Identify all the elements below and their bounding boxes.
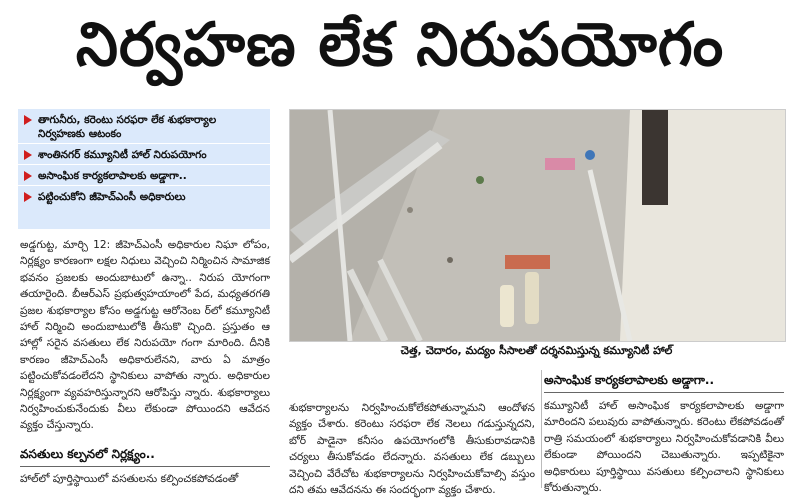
photo-caption: చెత్త, చెదారం, మద్యం సీసాలతో దర్శనమిస్తున్న కమ్యూనిటీ హాల్	[400, 344, 673, 357]
red-triangle-icon	[24, 150, 32, 160]
highlights-box	[18, 109, 270, 229]
community-hall-photo	[290, 110, 785, 341]
article-body-right: కమ్యూనిటీ హాల్ అసాంఘిక కార్యకలాపాలకు అడ్డాగా మారిందని పలువురు వాపోతున్నారు. కరెంటు లేకపోవడంతో రాత్రి సమయంలో శుభకార్యాలు నిర్వహించుకోవడానికి వీలు లేకుండా పోయిందని చెబుతున్నారు. ఇప్పటికైనా అధికారులు పూర్తిస్థాయి వసతులు కల్పించాలని స్థానికులు కోరుతున్నారు.	[544, 400, 784, 495]
highlight-text: తాగునీరు, కరెంటు సరఫరా లేక శుభకార్యాల నిర్వహణకు ఆటంకం	[38, 114, 217, 140]
highlight-text: అసాంఘిక కార్యకలాపాలకు అడ్డాగా..	[38, 170, 187, 182]
red-triangle-icon	[24, 192, 32, 202]
highlight-item	[18, 144, 270, 165]
highlight-item	[18, 186, 270, 206]
subheading-facilities: వసతులు కల్పనలో నిర్లక్ష్యం..	[20, 447, 270, 467]
highlight-item	[18, 109, 270, 144]
red-triangle-icon	[24, 171, 32, 181]
news-photo	[289, 109, 786, 342]
article-continuation: హాల్‌లో పూర్తిస్థాయిలో వసతులను కల్పించకపోవడంతో	[20, 473, 239, 485]
red-triangle-icon	[24, 115, 32, 125]
article-body-middle: శుభకార్యాలను నిర్వహించుకోలేకపోతున్నామని ఆందోళన వ్యక్తం చేశారు. కరెంటు సరఫరా లేక నెలలు గడుస్తున్నదని, బోర్ పాడైనా కనీసం ఉపయోగంలోకి తీసుకురావడానికి చర్యలు తీసుకోవడం లేదన్నారు. వసతులు లేక డబ్బులు వెచ్చించి వేరేచోట శుభకార్యాలను నిర్వహించుకోవాల్సి వస్తుం దని తమ ఆవేదనను ఈ సందర్భంగా వ్యక్తం చేశారు.	[289, 402, 535, 497]
highlight-item	[18, 165, 270, 186]
highlight-text: శాంతినగర్ కమ్యూనిటీ హాల్ నిరుపయోగం	[38, 149, 207, 161]
subheading-antisocial: అసాంఘిక కార్యకలాపాలకు అడ్డాగా..	[544, 373, 784, 393]
column-divider	[541, 370, 542, 488]
article-body-left: అడ్డగుట్ట, మార్చి 12: జీహెచ్ఎంసీ అధికారుల నిఘా లోపం, నిర్లక్ష్యం కారణంగా లక్షల నిధులు వెచ్చించి నిర్మించిన సామాజిక భవనం ప్రజలకు అందుబాటులో ఉన్నా.. నిరుప యోగంగా తయారైంది. బీఆర్ఎస్ ప్రభుత్వహయాంలో పేద, మధ్యతరగతి ప్రజల శుభకార్యాల కోసం అడ్డగుట్ట ఆరోనెంబ ర్‌లో కమ్యూనిటీ హాల్ నిర్మించి అందుబాటులోకి తీసుకొ చ్చింది. ప్రస్తుతం ఆ హాల్లో సరైన వసతులు లేక నిరుపయో గంగా మారింది. దీనికి కారణం జీహెచ్ఎంసీ అధికారులేనని, వారు ఏ మాత్రం పట్టించుకోవడంలేదని స్థానికులు వాపోతు న్నారు. అధికారుల నిర్లక్ష్యంగా వ్యవహరిస్తున్నారని ఆరోపిస్తు న్నారు. శుభకార్యాలు నిర్వహించుకునేందుకు వీలు లేకుండా పోయిందని ఆవేదన వ్యక్తం చేస్తున్నారు.	[20, 239, 270, 432]
headline: నిర్వహణ లేక నిరుపయోగం	[75, 10, 725, 80]
highlight-text: పట్టించుకోని జీహెచ్ఎంసీ అధికారులు	[38, 191, 186, 203]
